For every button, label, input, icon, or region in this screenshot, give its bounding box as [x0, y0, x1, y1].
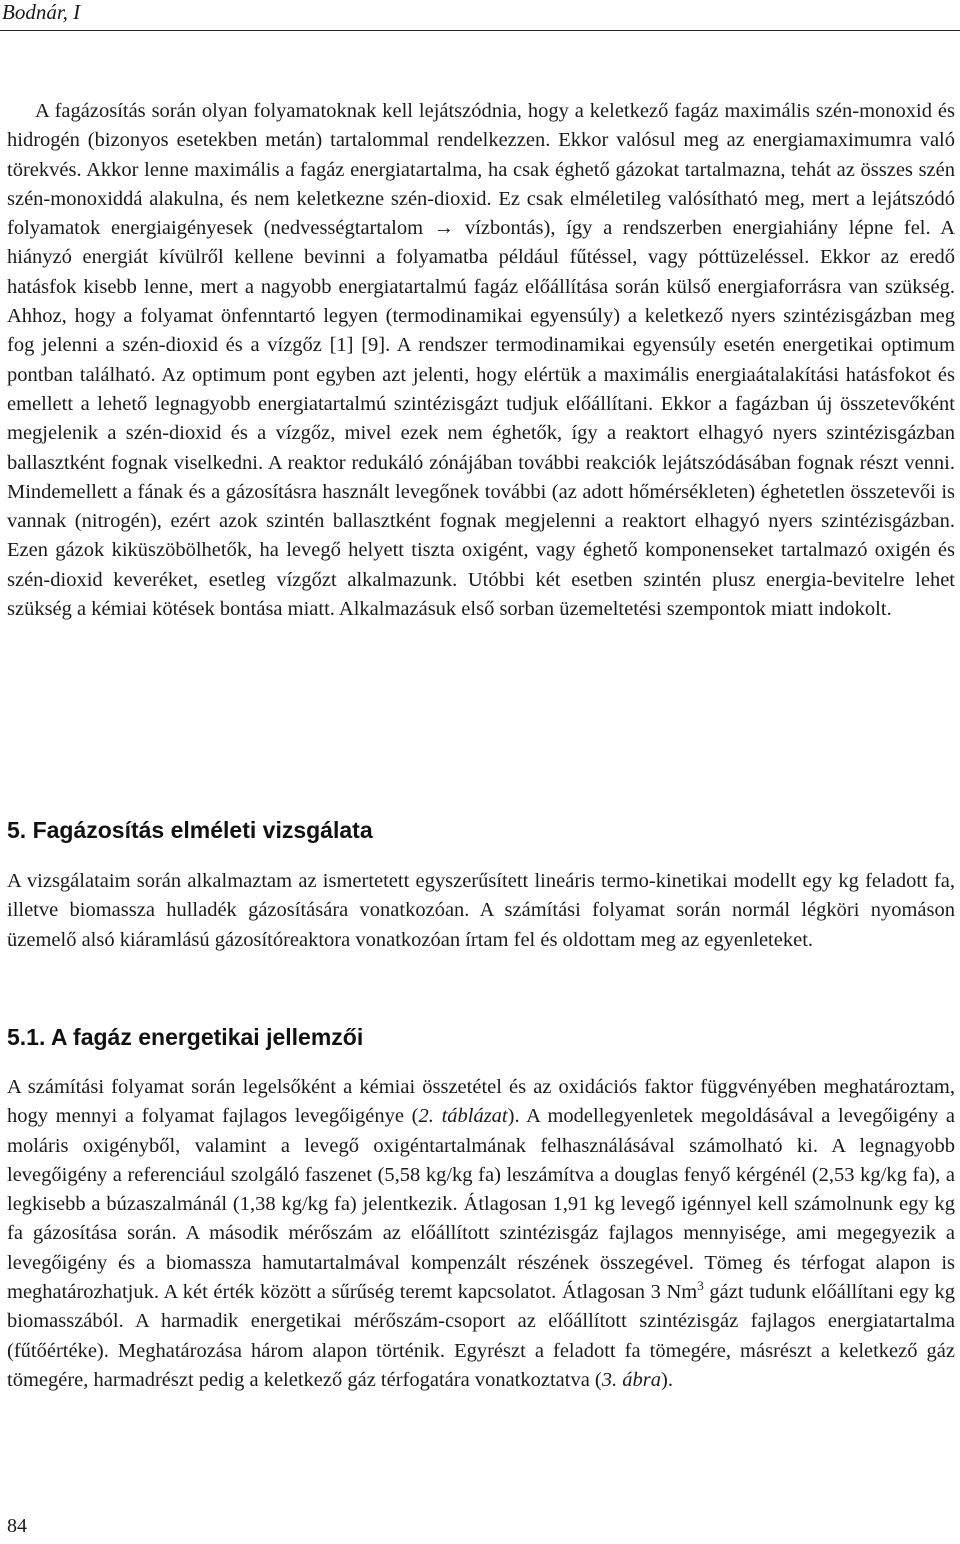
- running-header: [0, 0, 960, 31]
- header-author: Bodnár, I: [2, 0, 81, 24]
- table-reference: 2. táblázat: [418, 1105, 508, 1128]
- figure-reference: 3. ábra: [601, 1368, 661, 1391]
- section-heading-5-1: 5.1. A fagáz energetikai jellemzői: [7, 1024, 364, 1050]
- superscript: 3: [697, 1278, 704, 1294]
- paragraph-text-part: gázt tudunk előállítani egy kg biomasszából. A harmadik energetikai mérőszám-csoport az előállított szintézisgáz fajlagos energiatartalma (fűtőértéke). Meghatározása három alapon történik. Egyrészt a feladott fa tömegére, másrészt a keletkező gáz tömegére, harmadrészt pedig a keletkező gáz térfogatára vonatkoztatva (: [7, 1281, 955, 1391]
- paragraph-section-5: A vizsgálataim során alkalmaztam az ismertetett egyszerűsített lineáris termo-kinetikai modellt egy kg feladott fa, illetve biomassza hulladék gázosítására vonatkozóan. A számítási folyamat során normál légköri nyomáson üzemelő alsó kiáramlású gázosítóreaktora vonatkozóan írtam fel és oldottam meg az egyenleteket.: [7, 870, 955, 951]
- paragraph-gasification-intro: A fagázosítás során olyan folyamatoknak kell lejátszódnia, hogy a keletkező fagáz maximális szén-monoxid és hidrogén (bizonyos esetekben metán) tartalommal rendelkezzen. Ekkor valósul meg az energiamaximumra való törekvés. Akkor lenne maximális a fagáz energiatartalma, ha csak éghető gázokat tartalmazna, tehát az összes szén szén-monoxiddá alakulna, és nem keletkezne szén-dioxid. Ez csak elméletileg valósítható meg, mert a lejátszódó folyamatok energiaigényesek (nedvességtartalom → vízbontás), így a rendszerben energiahiány lépne fel. A hiányzó energiát kívülről kellene bevinni a folyamatba például fűtéssel, vagy póttüzeléssel. Ekkor az eredő hatásfok kisebb lenne, mert a nagyobb energiatartalmú fagáz előállítása során külső energiaforrásra van szükség. Ahhoz, hogy a folyamat önfenntartó legyen (termodinamikai egyensúly) a keletkező nyers szintézisgázban meg fog jelenni a szén-dioxid és a vízgőz [1] [9]. A rendszer termodinamikai egyensúly esetén energetikai optimum pontban található. Az optimum pont egyben azt jelenti, hogy elértük a maximális energiaátalakítási hatásfokot és emellett a lehető legnagyobb energiatartalmú szintézisgázt tudjuk előállítani. Ekkor a fagázban új összetevőként megjelenik a szén-dioxid és a vízgőz, mivel ezek nem éghetők, így a reaktort elhagyó nyers szintézisgázban ballasztként fognak viselkedni. A reaktor redukáló zónájában további reakciók lejátszódásában fognak részt venni. Mindemellett a fának és a gázosításra használt levegőnek további (az adott hőmérsékleten) éghetetlen összetevői is vannak (nitrogén), ezért azok szintén ballasztként fognak megjelenni a reaktort elhagyó nyers szintézisgázban. Ezen gázok kiküszöbölhetők, ha levegő helyett tiszta oxigént, vagy éghető komponenseket tartalmazó oxigén és szén-dioxid keveréket, esetleg vízgőzt alkalmazunk. Utóbbi két esetben szintén plusz energia-bevitelre lehet szükség a kémiai kötések bontása miatt. Alkalmazásuk első sorban üzemeltetési szempontok miatt indokolt.: [7, 100, 955, 621]
- paragraph-section-5-1: [7, 1073, 955, 1395]
- section-heading-5: 5. Fagázosítás elméleti vizsgálata: [7, 817, 373, 843]
- page-number: 84: [7, 1515, 27, 1537]
- paragraph-text-part: A számítási folyamat során legelsőként a kémiai összetétel és az oxidációs faktor függvényében meghatároztam, hogy mennyi a folyamat fajlagos levegőigénye (: [7, 1076, 955, 1128]
- paragraph-text-part: ).: [661, 1368, 673, 1391]
- paragraph-text-part: ). A modellegyenletek megoldásával a levegőigény a moláris oxigényből, valamint a levegő oxigéntartalmának felhasználásával számolható ki. A legnagyobb levegőigény a referenciául szolgáló faszenet (5,58 kg/kg fa) leszámítva a douglas fenyő kérgénél (2,53 kg/kg fa), a legkisebb a búzaszalmánál (1,38 kg/kg fa) jelentkezik. Átlagosan 1,91 kg levegő igénnyel kell számolnunk egy kg fa gázosítása során. A második mérőszám az előállított szintézisgáz fajlagos mennyisége, ami megegyezik a levegőigény és a biomassza hamutartalmával kompenzált részének összegével. Tömeg és térfogat alapon is meghatározhatjuk. A két érték között a sűrűség teremt kapcsolatot. Átlagosan 3 Nm: [7, 1105, 955, 1304]
